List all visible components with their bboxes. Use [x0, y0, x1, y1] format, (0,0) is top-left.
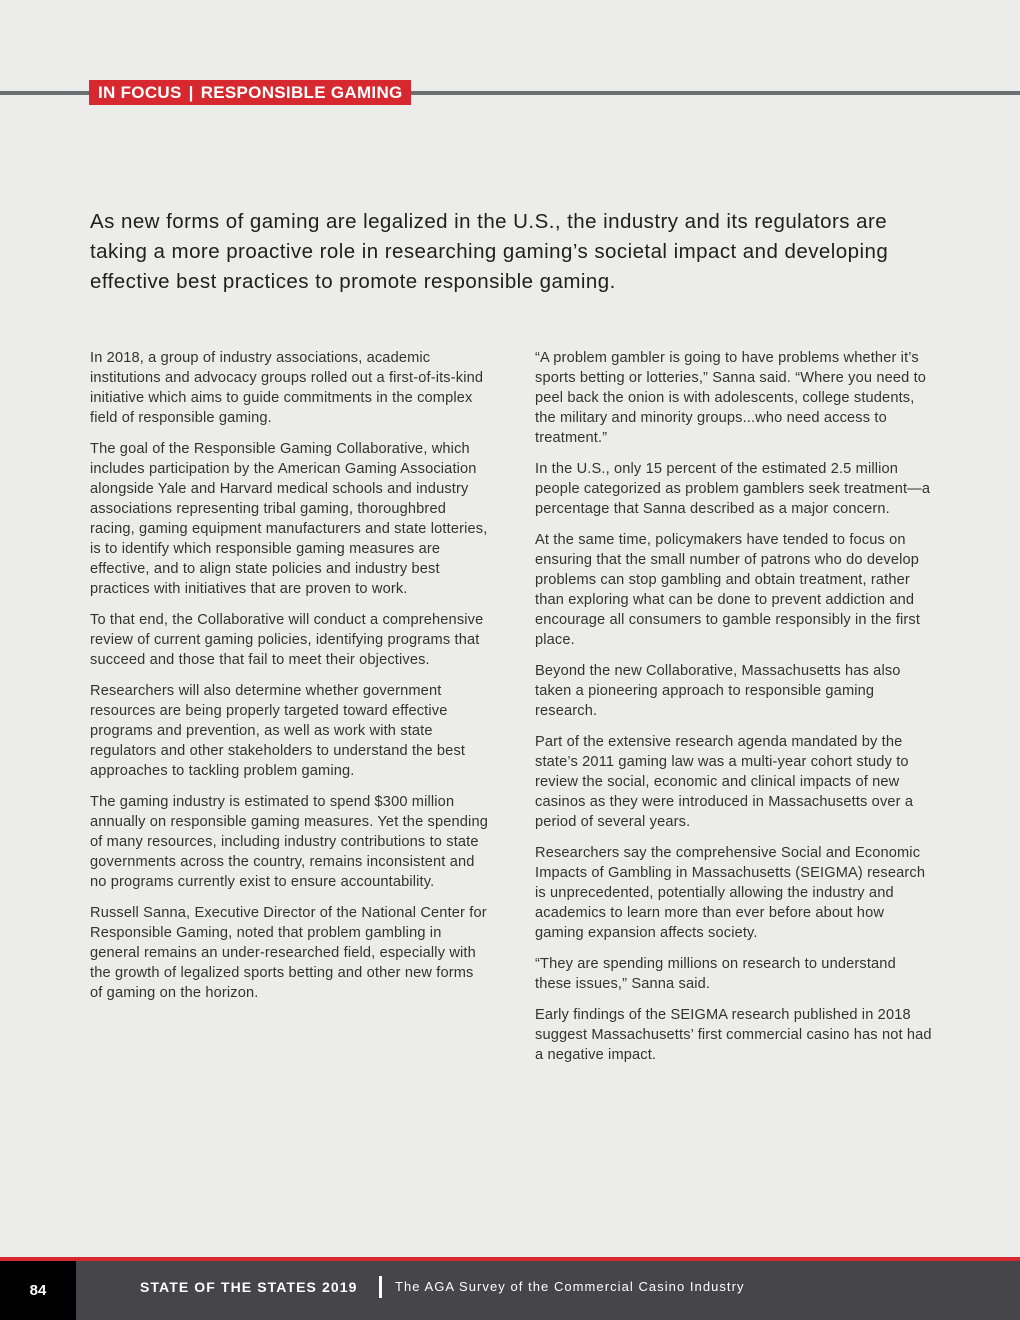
left-column	[90, 348, 490, 1014]
publication-subtitle: The AGA Survey of the Commercial Casino Industry	[395, 1279, 745, 1294]
footer-divider	[379, 1276, 382, 1298]
body-paragraph: In the U.S., only 15 percent of the estimated 2.5 million people categorized as problem gamblers seek treatment—a percentage that Sanna described as a major concern.	[535, 461, 931, 517]
section-topic: RESPONSIBLE GAMING	[200, 83, 403, 102]
page-footer	[0, 1261, 1020, 1320]
body-paragraph: Beyond the new Collaborative, Massachusetts has also taken a pioneering approach to responsible gaming research.	[535, 663, 901, 719]
body-paragraph: At the same time, policymakers have tended to focus on ensuring that the small number of patrons who do develop problems can stop gambling and obtain treatment, rather than exploring what can be done to prevent addiction and encourage all consumers to gamble responsibly in the first place.	[535, 532, 921, 648]
body-paragraph: The gaming industry is estimated to spend $300 million annually on responsible gaming measures. Yet the spending of many resources, including industry contributions to state governments across the country, remains inconsistent and no programs currently exist to ensure accountability.	[90, 794, 488, 890]
body-paragraph: Researchers will also determine whether government resources are being properly targeted toward effective programs and prevention, as well as work with state regulators and other stakeholders to understand the best approaches to tackling problem gaming.	[90, 683, 466, 779]
page-number: 84	[0, 1261, 76, 1320]
body-paragraph: Part of the extensive research agenda mandated by the state’s 2011 gaming law was a multi-year cohort study to review the social, economic and clinical impacts of new casinos as they were introduced in Massachusetts over a period of several years.	[535, 734, 914, 830]
section-tag	[89, 80, 411, 105]
body-paragraph: Russell Sanna, Executive Director of the National Center for Responsible Gaming, noted that problem gambling in general remains an under-researched field, especially with the growth of legalized sports betting and other new forms of gaming on the horizon.	[90, 905, 487, 1001]
section-label: IN FOCUS	[98, 83, 182, 102]
right-column	[535, 348, 935, 1076]
body-paragraph: The goal of the Responsible Gaming Collaborative, which includes participation by the American Gaming Association alongside Yale and Harvard medical schools and industry associations representing tribal gaming, thoroughbred racing, gaming equipment manufacturers and state lotteries, is to identify which responsible gaming measures are effective, and to align state policies and industry best practices with initiatives that are proven to work.	[90, 441, 488, 597]
body-paragraph: Researchers say the comprehensive Social and Economic Impacts of Gambling in Massachusetts (SEIGMA) research is unprecedented, potentially allowing the industry and academics to learn more than ever before about how gaming expansion affects society.	[535, 845, 926, 941]
publication-title: STATE OF THE STATES 2019	[140, 1279, 358, 1295]
body-paragraph: In 2018, a group of industry associations, academic institutions and advocacy groups rolled out a first-of-its-kind initiative which aims to guide commitments in the complex field of responsible gaming.	[90, 350, 484, 426]
lead-paragraph: As new forms of gaming are legalized in the U.S., the industry and its regulators are taking a more proactive role in researching gaming’s societal impact and developing effective best practices to promote responsible gaming.	[90, 210, 889, 293]
section-separator: |	[188, 83, 194, 102]
body-paragraph: “They are spending millions on research to understand these issues,” Sanna said.	[535, 956, 896, 992]
body-paragraph: Early findings of the SEIGMA research published in 2018 suggest Massachusetts’ first commercial casino has not had a negative impact.	[535, 1007, 932, 1063]
body-paragraph: “A problem gambler is going to have problems whether it’s sports betting or lotteries,” Sanna said. “Where you need to peel back the onion is with adolescents, college students, the military and minority groups...who need access to treatment.”	[535, 350, 927, 446]
body-paragraph: To that end, the Collaborative will conduct a comprehensive review of current gaming policies, identifying programs that succeed and those that fail to meet their objectives.	[90, 612, 484, 668]
